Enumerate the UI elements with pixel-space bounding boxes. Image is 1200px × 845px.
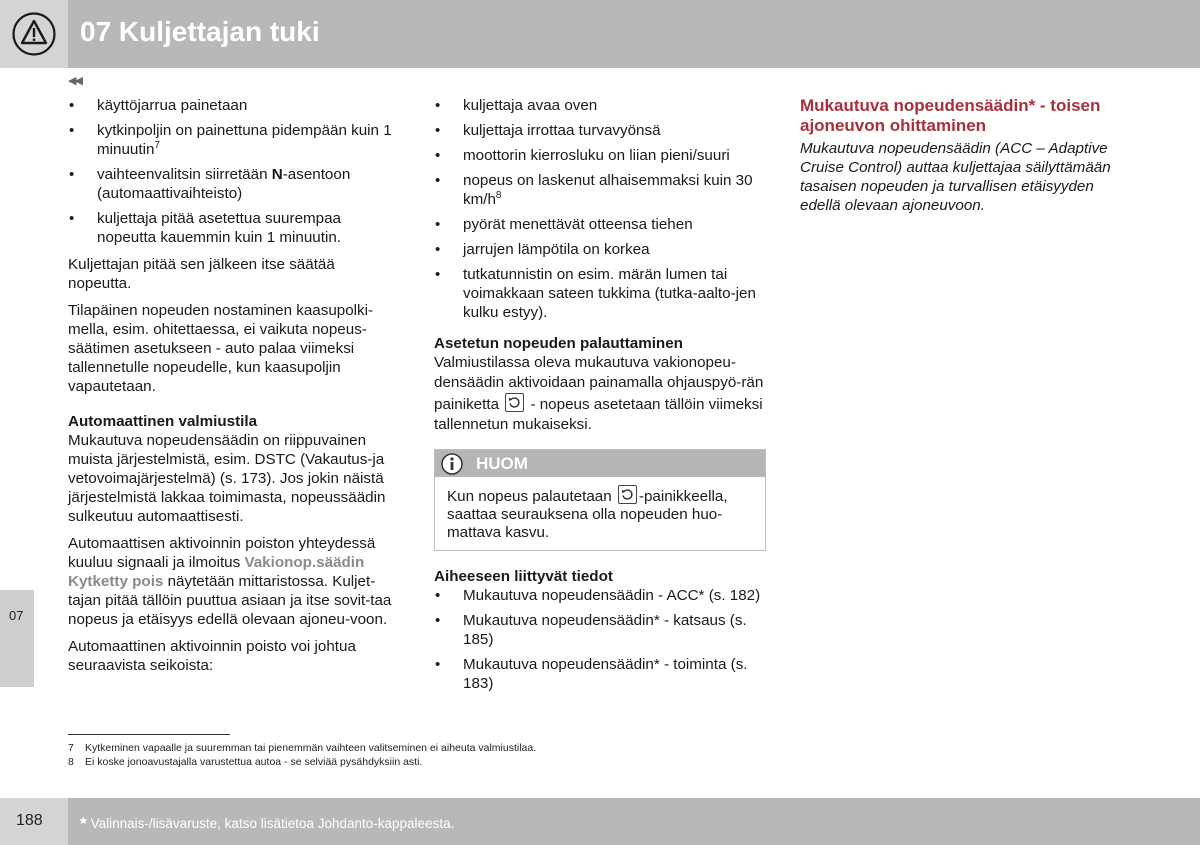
note-label: HUOM [476,454,528,473]
continued-arrows-icon: ◀◀ [68,75,81,87]
paragraph: Tilapäinen nopeuden nostaminen kaasupolki-mella, esim. ohitettaessa, ei vaikuta nopeus-säätimen asetukseen - auto palaa viimeksi tallennetulle nopeudelle, kun kaasupoljin vapautetaan. [68,302,374,395]
paragraph-text: Valmiustilassa oleva mukautuva vakionopeu-densäädin aktivoidaan painamalla ohjauspyö-rän painiketta [434,354,764,413]
bullet-list [434,96,766,322]
related-link-text[interactable]: Mukautuva nopeudensäädin - ACC* (s. 182) [463,587,761,604]
column-3 [800,96,1130,223]
info-icon [441,453,463,475]
page-header [0,0,1200,68]
footnote-text: Kytkeminen vapaalle ja suuremman tai pienemmän vaihteen valitseminen ei aiheuta valmiustilaa. [85,742,537,754]
page-footer [0,798,1200,845]
chapter-title: 07 Kuljettajan tuki [80,16,320,47]
footnote-divider [68,734,230,735]
note-box [434,449,766,551]
paragraph-text: - nopeus asetetaan tällöin viimeksi tallennetun mukaiseksi. [434,396,763,433]
footer-note-text: Valinnais-/lisävaruste, katso lisätietoa Johdanto-kappaleesta. [90,816,455,831]
list-item [434,121,766,140]
note-text: Kun nopeus palautetaan [447,488,616,505]
footnote-number: 8 [68,756,74,768]
paragraph-text: Automaattisen aktivoinnin poiston yhteydessä kuuluu signaali ja ilmoitus [68,535,376,571]
resume-button-icon [505,393,524,412]
warning-triangle-icon [11,11,57,57]
section-heading: Asetetun nopeuden palauttaminen [434,335,683,352]
gear-position-label: N [271,166,283,183]
list-item-text: jarrujen lämpötila on korkea [463,241,650,258]
footnote-ref[interactable]: 8 [495,189,502,201]
list-item-text: moottorin kierrosluku on liian pieni/suuri [463,147,730,164]
list-item [434,96,766,115]
column-2 [434,96,766,699]
related-link-text[interactable]: Mukautuva nopeudensäädin* - katsaus (s. 185) [463,612,747,648]
topic-intro: Mukautuva nopeudensäädin (ACC – Adaptive Cruise Control) auttaa kuljettajaa säilyttämään tasaisen nopeuden ja turvallisen etäisyyden edellä olevaan ajoneuvoon. [800,140,1111,214]
list-item [434,265,766,322]
list-item-text: -asentoon (automaattivaihteisto) [97,166,351,202]
footnote-ref[interactable]: 7 [154,139,160,151]
related-link[interactable] [434,611,766,649]
footnote-number: 7 [68,742,74,754]
list-item-text: käyttöjarrua painetaan [97,97,248,114]
footnote [68,741,536,755]
footnote [68,755,536,769]
list-item-text: kuljettaja pitää asetettua suurempaa nopeutta kauemmin kuin 1 minuutin. [97,210,342,246]
footnotes [68,741,536,769]
footnote-text: Ei koske jonoavustajalla varustettua autoa - se selviää pysähdyksiin asti. [85,756,423,768]
paragraph-text: näytetään mittaristossa. Kuljet-tajan pitää tällöin puuttua asiaan ja itse sovit-taa nopeus ja etäisyys edellä olevaan ajoneu-voon. [68,573,392,628]
paragraph: Automaattinen aktivoinnin poisto voi johtua seuraavista seikoista: [68,638,356,674]
list-item-text: pyörät menettävät otteensa tiehen [463,216,693,233]
chapter-side-tab[interactable] [0,590,34,687]
section-heading: Aiheeseen liittyvät tiedot [434,568,613,585]
related-links-list [434,586,766,693]
paragraph: Kuljettajan pitää sen jälkeen itse säätää nopeutta. [68,256,335,292]
paragraph [434,353,766,435]
header-icon-box [0,0,68,68]
list-item-text: kytkinpoljin on painettuna pidempään kuin 1 minuutin [97,122,392,158]
note-header [435,450,765,477]
list-item-text: vaihteenvalitsin siirretään [97,166,272,183]
list-item [434,146,766,165]
note-body [435,477,765,550]
paragraph [68,534,398,629]
paragraph: Mukautuva nopeudensäädin on riippuvainen muista järjestelmistä, esim. DSTC (Vakautus-ja vetovoimajärjestelmä) (s. 173). Jos jokin näistä järjestelmistä lakkaa toimimasta, nopeussäädin sulkeutuu automaattisesti. [68,432,386,525]
column-1 [68,96,398,683]
note-text: -painikkeella, saattaa seurauksena olla nopeuden huo-mattava kasvu. [447,488,728,541]
list-item [434,240,766,259]
footer-note [80,814,454,833]
list-item [434,215,766,234]
page-number: 188 [16,812,43,829]
section-heading: Automaattinen valmiustila [68,413,258,430]
related-link[interactable] [434,586,766,605]
related-link-text[interactable]: Mukautuva nopeudensäädin* - toiminta (s. 183) [463,656,748,692]
list-item [434,171,766,209]
related-link[interactable] [434,655,766,693]
list-item [68,121,398,159]
bullet-list [68,96,398,247]
topic-heading: Mukautuva nopeudensäädin* - toisen ajoneuvon ohittaminen [800,96,1101,135]
list-item-text: tutkatunnistin on esim. märän lumen tai voimakkaan sateen tukkima (tutka-aalto-jen kulku estyy). [463,266,756,321]
asterisk-icon: * [80,814,87,833]
display-message: Vakionop.säädin Kytketty pois [68,554,365,590]
resume-button-icon [618,485,637,504]
list-item-text: nopeus on laskenut alhaisemmaksi kuin 30 km/h [463,172,753,208]
list-item [68,165,398,203]
chapter-side-tab-label: 07 [9,608,24,623]
list-item-text: kuljettaja irrottaa turvavyönsä [463,122,661,139]
list-item-text: kuljettaja avaa oven [463,97,598,114]
page-number-box [0,798,68,845]
list-item [68,96,398,115]
list-item [68,209,398,247]
